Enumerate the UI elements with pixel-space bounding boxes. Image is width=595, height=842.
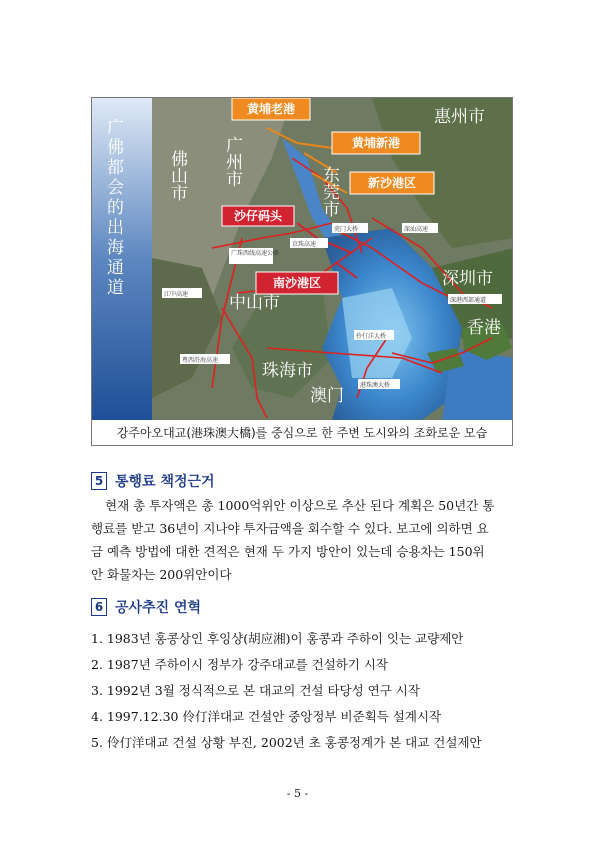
city-hongkong: 香港 — [467, 318, 501, 338]
svg-text:京珠高速: 京珠高速 — [292, 241, 317, 248]
list-item: 1. 1983년 홍콩상인 후잉샹(胡应湘)이 홍콩과 주하이 잇는 교량제안 — [91, 631, 464, 646]
city-huizhou: 惠州市 — [434, 107, 485, 127]
city-shenzhen: 深圳市 — [442, 269, 493, 289]
road-label-jingzhu — [290, 238, 328, 248]
svg-text:黄埔老港: 黄埔老港 — [246, 102, 296, 116]
svg-text:江中高速: 江中高速 — [164, 291, 189, 298]
city-macau: 澳门 — [310, 386, 344, 406]
svg-text:沙仔码头: 沙仔码头 — [233, 209, 283, 223]
page-number: - 5 - — [286, 787, 309, 800]
section-5-title: 통행료 책정근거 — [115, 474, 215, 490]
road-label-humen — [332, 223, 368, 233]
paragraph-line: 현재 총 투자액은 총 1000억위안 이상으로 추산 된다 계획은 50년간 통 — [105, 498, 495, 513]
label-huangpu-new — [332, 132, 420, 154]
label-xinsha — [350, 172, 434, 194]
road-label-yuexi — [180, 354, 230, 364]
city-foshan: 佛山市 — [167, 150, 187, 201]
road-label-jiangzhong — [162, 288, 202, 298]
section-6-number: 6 — [91, 598, 107, 616]
section-5-number: 5 — [91, 472, 107, 490]
svg-text:港珠澳大桥: 港珠澳大桥 — [360, 382, 391, 389]
list-item: 3. 1992년 3월 정식적으로 본 대교의 건설 타당성 연구 시작 — [91, 683, 420, 698]
road-label-gangzhuao — [358, 379, 400, 389]
section-6-heading — [91, 596, 201, 618]
svg-text:广珠西线高速公路: 广珠西线高速公路 — [231, 250, 280, 257]
road-label-shenyan — [402, 223, 438, 233]
label-shazai — [222, 206, 294, 226]
satellite-map — [92, 98, 513, 420]
svg-text:新沙港区: 新沙港区 — [367, 176, 417, 190]
vertical-title: 广佛都会的出海通道 — [103, 118, 123, 298]
list-item: 2. 1987년 주하이시 정부가 강주대교를 건설하기 시작 — [91, 657, 389, 672]
road-label-guangzhu-west — [229, 248, 279, 264]
city-zhuhai: 珠海市 — [262, 361, 313, 381]
section-6-title: 공사추진 연혁 — [115, 600, 202, 616]
section-5-paragraph — [91, 494, 516, 586]
label-nansha — [256, 272, 338, 294]
label-huangpu-old — [232, 98, 310, 120]
figure-caption: 강주아오대교(港珠澳大橋)를 중심으로 한 주변 도시와의 조화로운 모습 — [92, 422, 512, 445]
svg-text:伶仃洋大桥: 伶仃洋大桥 — [356, 333, 387, 340]
paragraph-line: 행료를 받고 36년이 지나야 투자금액을 회수할 수 있다. 보고에 의하면 요 — [91, 521, 489, 536]
list-item: 4. 1997.12.30 伶仃洋대교 건설안 중앙정부 비준획득 설계시작 — [91, 709, 442, 724]
svg-text:深港西部通道: 深港西部通道 — [450, 297, 487, 304]
section-5-heading — [91, 470, 215, 492]
city-dongguan: 东莞市 — [319, 166, 339, 217]
paragraph-line: 금 예측 방법에 대한 견적은 현재 두 가지 방안이 있는데 승용차는 150위 — [91, 544, 485, 559]
city-guangzhou: 广州市 — [222, 136, 242, 187]
svg-text:粤西沿海高速: 粤西沿海高速 — [182, 357, 219, 364]
svg-text:南沙港区: 南沙港区 — [272, 276, 322, 290]
list-item: 5. 伶仃洋대교 건설 상황 부진, 2002년 초 홍콩정계가 본 대교 건설제안 — [91, 735, 482, 750]
road-label-shenzhen-west — [448, 294, 502, 304]
svg-text:虎门大桥: 虎门大桥 — [334, 226, 359, 233]
svg-text:深汕高速: 深汕高速 — [404, 226, 429, 233]
svg-text:黄埔新港: 黄埔新港 — [351, 136, 401, 150]
paragraph-line: 안 화물차는 200위안이다 — [91, 567, 232, 582]
history-list — [91, 626, 521, 756]
city-zhongshan: 中山市 — [229, 293, 280, 313]
road-label-lingdingyang — [354, 330, 394, 340]
map-figure — [91, 97, 513, 446]
